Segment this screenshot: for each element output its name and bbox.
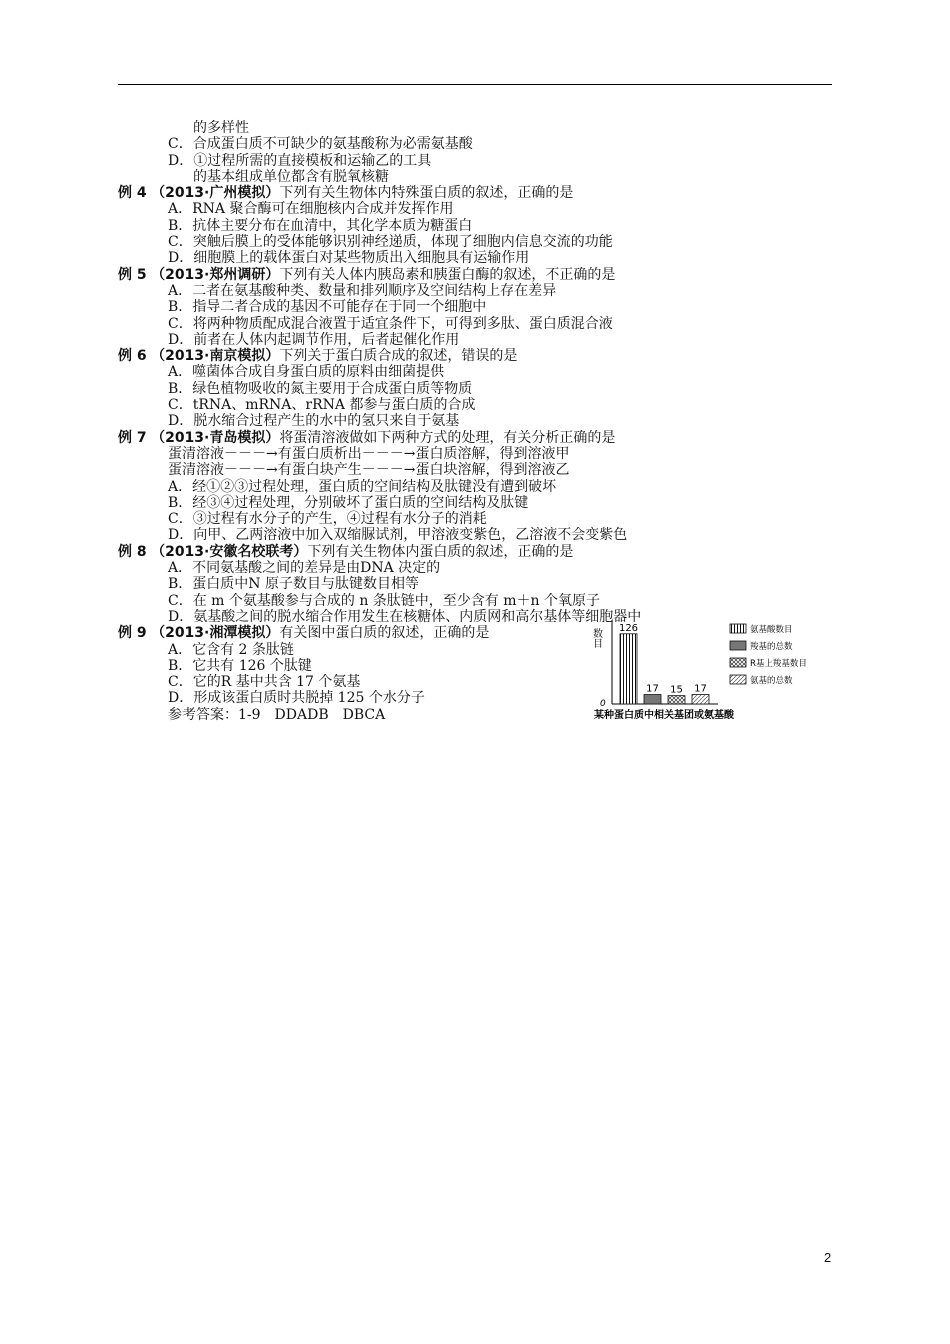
header-rule xyxy=(118,84,832,85)
option-line: A．它含有 2 条肽链 xyxy=(168,641,294,658)
bar-1 xyxy=(620,634,637,704)
legend-label: R基上羧基数目 xyxy=(750,659,807,669)
option-line: B．经③④过程处理，分别破坏了蛋白质的空间结构及肽键 xyxy=(168,494,529,511)
option-line: B．绿色植物吸收的氮主要用于合成蛋白质等物质 xyxy=(168,380,473,397)
bar-value-label: 17 xyxy=(646,683,659,695)
question-stem: 下列有关生物体内特殊蛋白质的叙述，正确的是 xyxy=(279,185,574,202)
text-line: 的基本组成单位都含有脱氧核糖 xyxy=(193,168,389,185)
option-line: D．①过程所需的直接模板和运输乙的工具 xyxy=(168,152,432,169)
question-source: （2013·安徽名校联考） xyxy=(151,543,308,560)
legend-label: 氨基酸数目 xyxy=(750,625,793,635)
question-source: （2013·郑州调研） xyxy=(151,266,280,283)
question-stem: 下列有关人体内胰岛素和胰蛋白酶的叙述，不正确的是 xyxy=(279,266,616,283)
question-5 xyxy=(118,267,848,283)
process-line: 蛋清溶液－－－→有蛋白块产生－－－→蛋白块溶解，得到溶液乙 xyxy=(168,462,570,479)
option-line: A．不同氨基酸之间的差异是由DNA 决定的 xyxy=(168,560,441,577)
legend-swatch xyxy=(730,624,746,633)
question-label: 例 9 xyxy=(118,625,147,642)
option-line: D．前者在人体内起调节作用，后者起催化作用 xyxy=(168,331,460,348)
option-line: D．形成该蛋白质时共脱掉 125 个水分子 xyxy=(168,690,425,707)
question-label: 例 5 xyxy=(118,266,147,283)
question-stem: 下列有关生物体内蛋白质的叙述，正确的是 xyxy=(307,543,574,560)
y-axis-label: 数目 xyxy=(590,628,602,648)
legend-label: 氨基的总数 xyxy=(750,676,793,686)
x-axis-label: 某种蛋白质中相关基团或氨基酸 xyxy=(594,710,734,721)
option-line: C．在 m 个氨基酸参与合成的 n 条肽链中，至少含有 m＋n 个氧原子 xyxy=(168,592,600,609)
question-source: （2013·湘潭模拟） xyxy=(151,625,280,642)
chart-legend xyxy=(730,624,807,686)
axis-origin: 0 xyxy=(600,699,606,709)
question-8 xyxy=(118,544,848,560)
option-line: C．tRNA、mRNA、rRNA 都参与蛋白质的合成 xyxy=(168,397,476,414)
bar-value-label: 126 xyxy=(618,622,639,634)
option-line: C．将两种物质配成混合液置于适宜条件下，可得到多肽、蛋白质混合液 xyxy=(168,315,613,332)
legend-swatch xyxy=(730,675,746,684)
legend-label: 羧基的总数 xyxy=(750,642,793,652)
process-line: 蛋清溶液－－－→有蛋白质析出－－－→蛋白质溶解，得到溶液甲 xyxy=(168,445,570,462)
bar-value-label: 15 xyxy=(670,684,683,696)
option-line: C．突触后膜上的受体能够识别神经递质，体现了细胞内信息交流的功能 xyxy=(168,234,613,251)
option-line: C．合成蛋白质不可缺少的氨基酸称为必需氨基酸 xyxy=(168,136,473,153)
answer-key: 参考答案：1-9 DDADB DBCA xyxy=(168,706,386,723)
question-source: （2013·广州模拟） xyxy=(151,185,280,202)
question-6 xyxy=(118,348,848,364)
legend-swatch xyxy=(730,641,746,650)
option-line: C．它的R 基中共含 17 个氨基 xyxy=(168,674,361,691)
option-line: A．RNA 聚合酶可在细胞核内合成并发挥作用 xyxy=(168,201,454,218)
bar-3 xyxy=(668,696,685,704)
page-number: 2 xyxy=(824,1250,832,1265)
legend-swatch xyxy=(730,658,746,667)
option-line: D．脱水缩合过程产生的水中的氢只来自于氨基 xyxy=(168,413,460,430)
option-line: B．抗体主要分布在血清中，其化学本质为糖蛋白 xyxy=(168,217,473,234)
question-stem: 将蛋清溶液做如下两种方式的处理，有关分析正确的是 xyxy=(279,429,616,446)
question-4 xyxy=(118,185,848,201)
bar-chart xyxy=(586,614,826,722)
option-line: D．向甲、乙两溶液中加入双缩脲试剂，甲溶液变紫色，乙溶液不会变紫色 xyxy=(168,527,628,544)
question-source: （2013·南京模拟） xyxy=(151,348,280,365)
option-line: B．蛋白质中N 原子数目与肽键数目相等 xyxy=(168,576,419,593)
bar-group xyxy=(619,623,709,704)
text-line: 的多样性 xyxy=(193,120,249,136)
option-line: A．经①②③过程处理，蛋白质的空间结构及肽键没有遭到破坏 xyxy=(168,478,557,495)
question-label: 例 6 xyxy=(118,348,147,365)
question-label: 例 7 xyxy=(118,429,147,446)
option-line: B．指导二者合成的基因不可能存在于同一个细胞中 xyxy=(168,299,487,316)
bar-4 xyxy=(692,695,709,704)
option-line: A．二者在氨基酸种类、数量和排列顺序及空间结构上存在差异 xyxy=(168,282,557,299)
question-label: 例 8 xyxy=(118,543,147,560)
option-line: D．细胞膜上的载体蛋白对某些物质出入细胞具有运输作用 xyxy=(168,250,530,267)
bar-value-label: 17 xyxy=(694,683,707,695)
option-line: D．氨基酸之间的脱水缩合作用发生在核糖体、内质网和高尔基体等细胞器中 xyxy=(168,608,642,625)
option-line: C．③过程有水分子的产生，④过程有水分子的消耗 xyxy=(168,511,487,528)
question-stem: 有关图中蛋白质的叙述，正确的是 xyxy=(279,625,490,642)
question-source: （2013·青岛模拟） xyxy=(151,429,280,446)
question-7 xyxy=(118,430,848,446)
question-label: 例 4 xyxy=(118,185,147,202)
bar-2 xyxy=(644,695,661,704)
option-line: B．它共有 126 个肽键 xyxy=(168,657,312,674)
question-stem: 下列关于蛋白质合成的叙述，错误的是 xyxy=(279,348,518,365)
option-line: A．噬菌体合成自身蛋白质的原料由细菌提供 xyxy=(168,364,445,381)
